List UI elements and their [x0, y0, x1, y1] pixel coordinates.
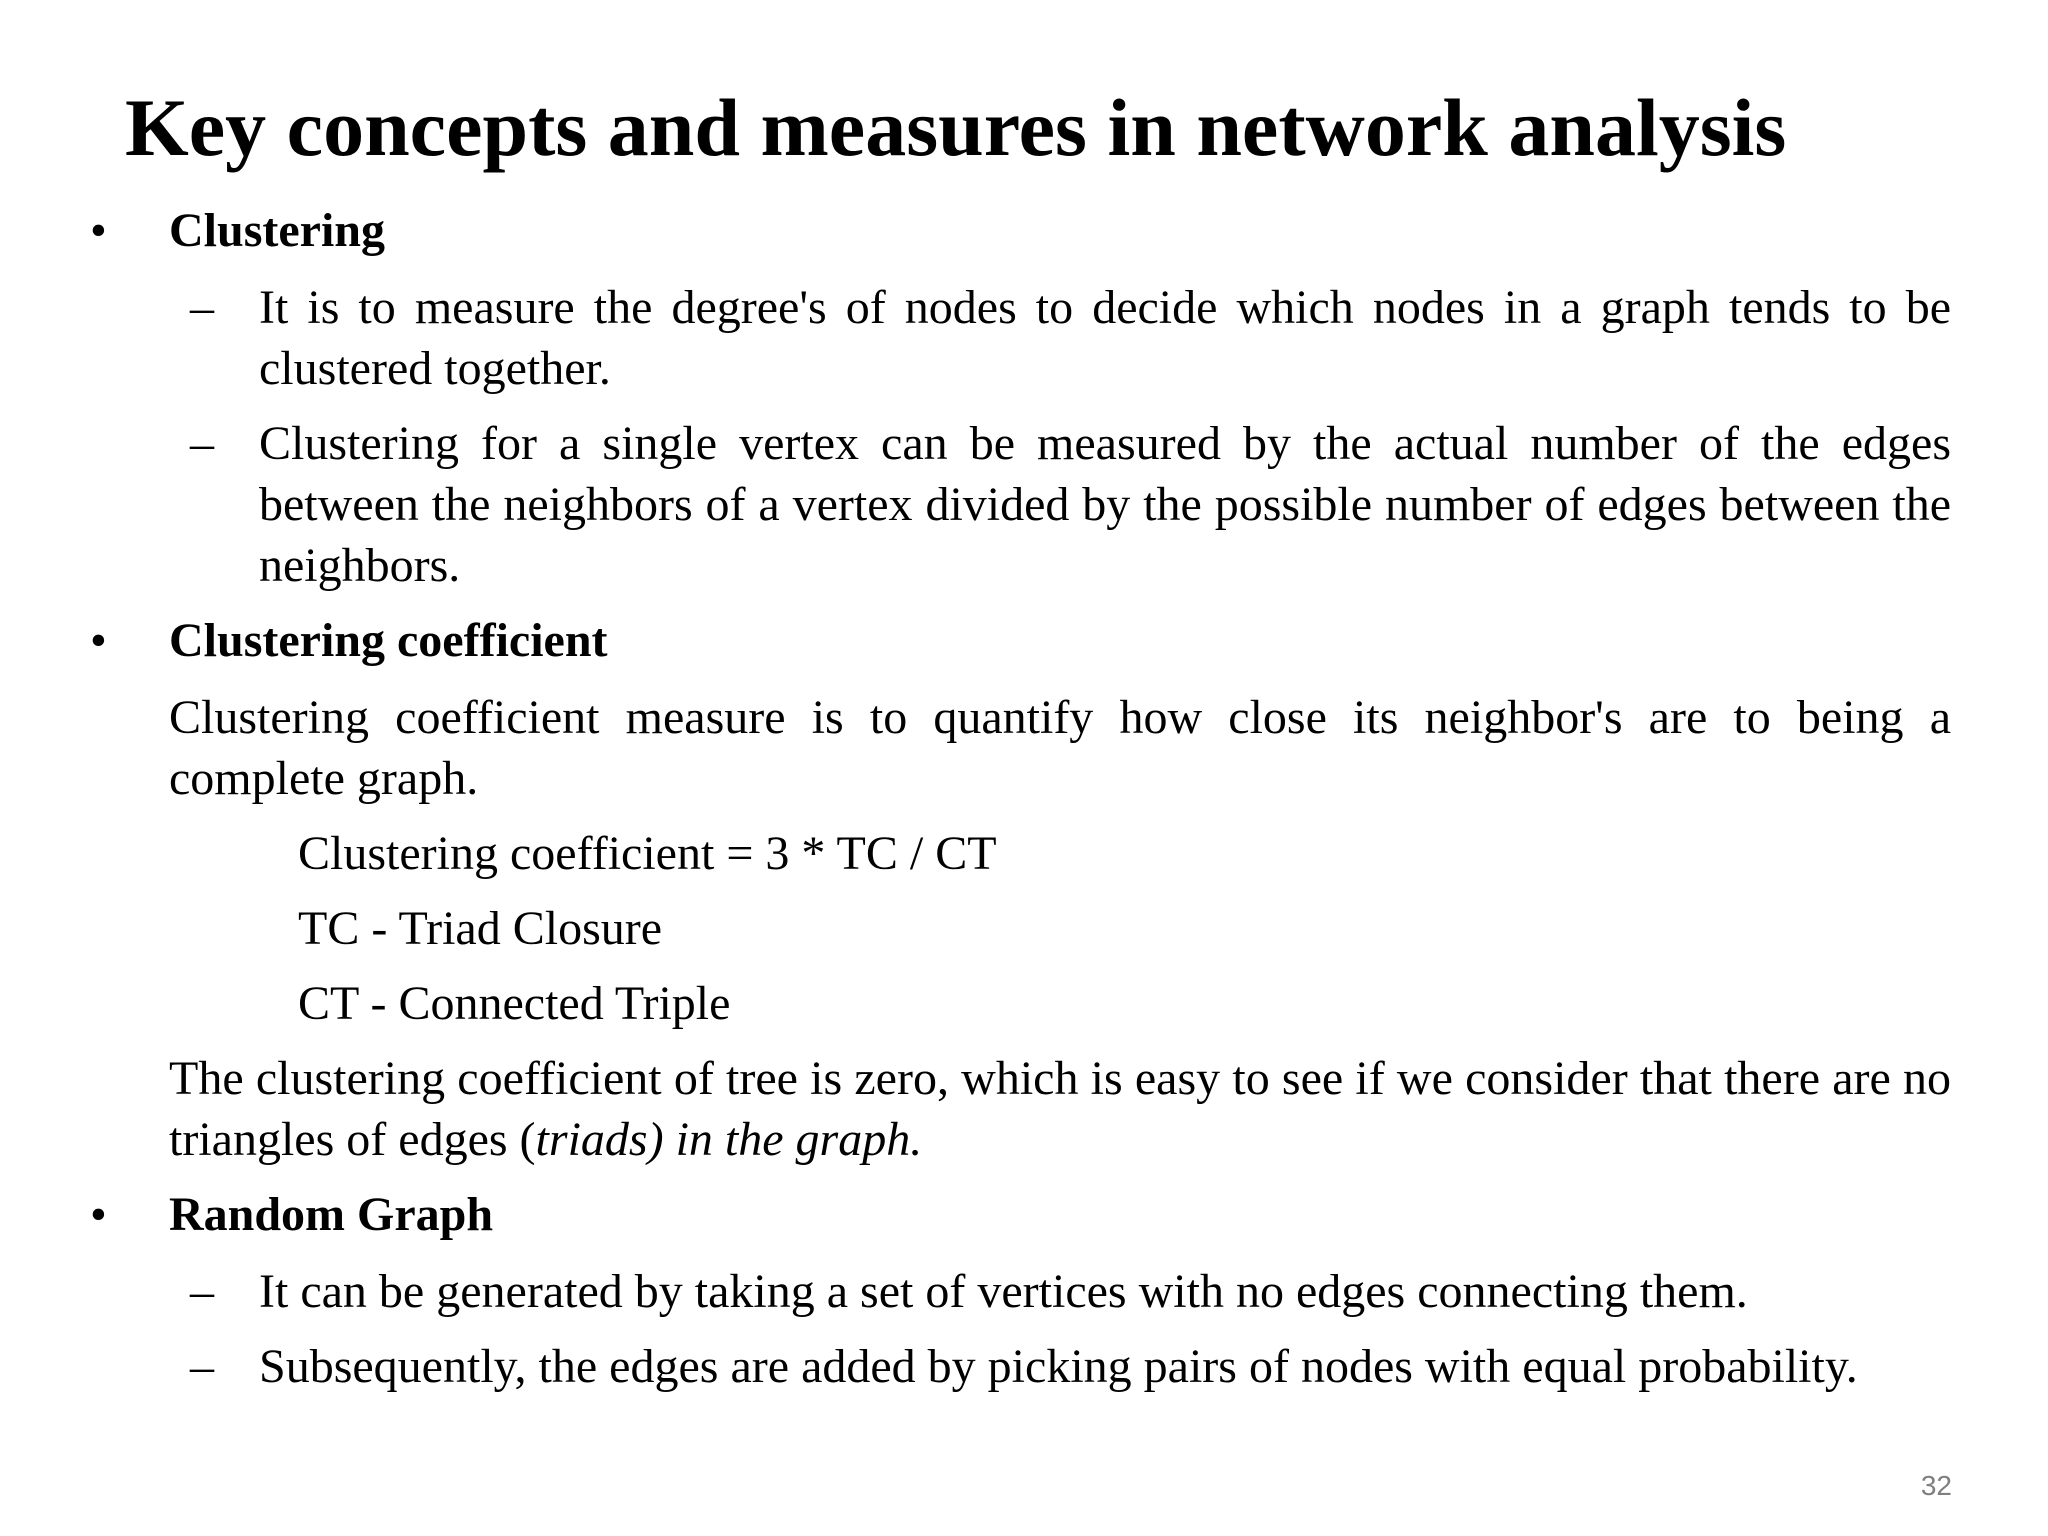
bullet-icon: • — [90, 1188, 107, 1241]
formula-line: Clustering coefficient = 3 * TC / CT — [298, 827, 997, 880]
sub-bullet-text: It is to measure the degree's of nodes to decide which nodes in a graph tends to be clustered together. — [259, 281, 1951, 395]
sub-bullet-item — [0, 413, 1951, 596]
bullet-heading: Random Graph — [169, 1188, 494, 1241]
sub-bullet-text: It can be generated by taking a set of vertices with no edges connecting them. — [259, 1265, 1748, 1318]
sub-bullet-item — [0, 277, 1951, 399]
dash-icon: – — [190, 1340, 214, 1393]
note-italic-text: triads) in the graph. — [535, 1113, 923, 1166]
dash-icon: – — [190, 281, 214, 334]
definition-line: CT - Connected Triple — [298, 977, 731, 1030]
sub-bullet-text: Subsequently, the edges are added by picking pairs of nodes with equal probability. — [259, 1340, 1858, 1393]
dash-icon: – — [190, 417, 214, 470]
bullet-item-clustering-coefficient — [0, 610, 1951, 671]
sub-bullet-item — [0, 1261, 1951, 1322]
note-text: The clustering coefficient of tree is zero, which is easy to see if we consider that there are no triangles of edges ( — [169, 1052, 1951, 1166]
paragraph-description: Clustering coefficient measure is to quantify how close its neighbor's are to being a complete graph. — [169, 691, 1951, 805]
bullet-heading: Clustering — [169, 204, 385, 257]
sub-bullet-text: Clustering for a single vertex can be measured by the actual number of the edges between the neighbors of a vertex divided by the possible number of edges between the neighbors. — [259, 417, 1951, 592]
bullet-item-clustering — [0, 200, 1951, 261]
slide-title: Key concepts and measures in network analysis — [125, 82, 1787, 173]
paragraph-note — [0, 1048, 1951, 1170]
definition-line: TC - Triad Closure — [298, 902, 663, 955]
slide-content — [0, 200, 2048, 1411]
sub-bullet-item — [0, 1336, 1951, 1397]
bullet-heading: Clustering coefficient — [169, 614, 608, 667]
dash-icon: – — [190, 1265, 214, 1318]
bullet-item-random-graph — [0, 1184, 1951, 1245]
page-number: 32 — [1920, 1470, 1952, 1501]
bullet-icon: • — [90, 204, 107, 257]
bullet-icon: • — [90, 614, 107, 667]
